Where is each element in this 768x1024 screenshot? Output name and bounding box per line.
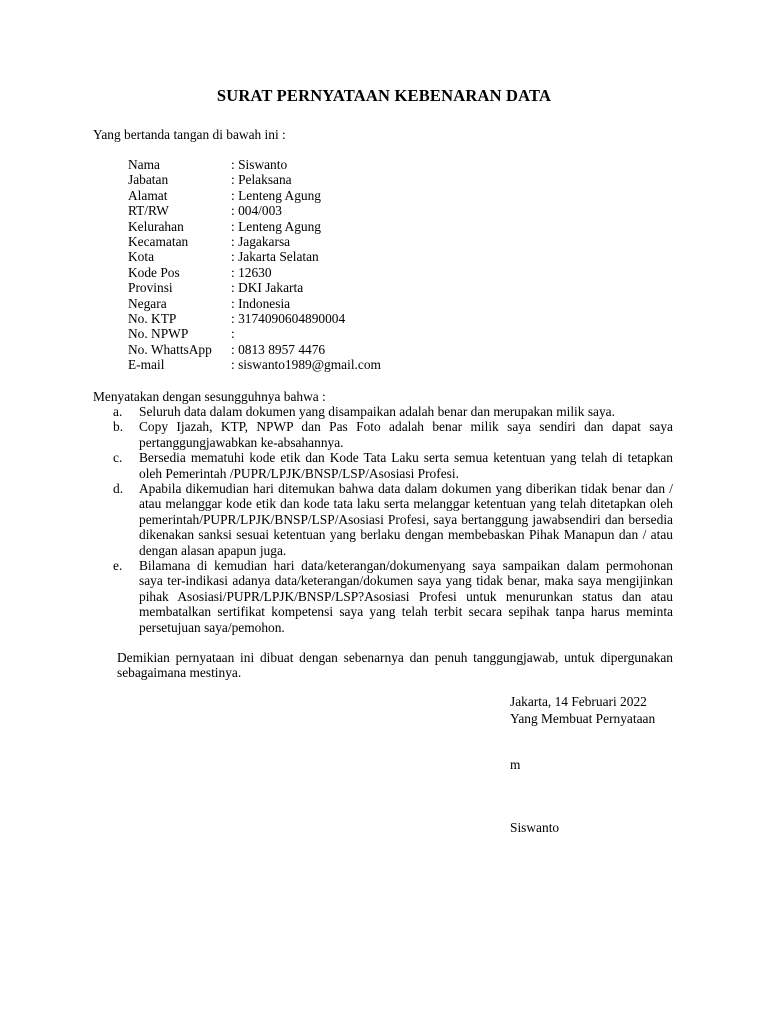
field-value: : Lenteng Agung (231, 187, 322, 203)
field-label: Alamat (128, 187, 168, 203)
signature-role: Yang Membuat Pernyataan (510, 711, 656, 726)
field-value: : DKI Jakarta (231, 280, 304, 296)
field-row-kecamatan (128, 234, 381, 249)
document-title: SURAT PERNYATAAN KEBENARAN DATA (216, 86, 552, 105)
field-row-nama (128, 157, 381, 172)
field-row-no-ktp (128, 311, 381, 326)
field-value: : Lenteng Agung (231, 218, 322, 234)
field-label: E-mail (128, 357, 165, 373)
signature-place-date: Jakarta, 14 Februari 2022 (510, 694, 647, 709)
field-label: Kecamatan (128, 233, 189, 249)
statement-letter: d. (113, 481, 124, 497)
field-label: Jabatan (128, 172, 169, 188)
field-row-kelurahan (128, 219, 381, 234)
field-label: Kode Pos (128, 264, 180, 280)
field-label: No. KTP (128, 310, 177, 326)
declaration-intro: Menyatakan dengan sesungguhnya bahwa : (93, 389, 326, 404)
field-label: Kota (128, 249, 155, 265)
field-row-negara (128, 296, 381, 311)
field-row-email (128, 357, 381, 372)
field-value: : Jakarta Selatan (231, 249, 319, 265)
field-value: : Indonesia (231, 295, 291, 311)
statement-item-d (113, 481, 673, 558)
field-value: : (231, 326, 235, 342)
statement-item-b (113, 419, 673, 450)
statement-letter: b. (113, 419, 124, 435)
identity-fields (128, 157, 381, 372)
statement-text: Apabila dikemudian hari ditemukan bahwa data dalam dokumen yang diberikan tidak benar dan / atau melanggar kode etik dan kode tata laku serta melanggar ketentuan yang telah ditetapkan oleh pemerintah/PUPR/LPJK/BNSP/LSP/Asosiasi Profesi, saya bertanggung jawabsendiri dan bersedia dikenakan sanksi sesuai ketentuan yang berlaku dengan membebaskan Pihak Manapun dan / atau dengan alasan apapun juga. (139, 481, 673, 558)
statement-letter: c. (113, 450, 123, 466)
statement-list (113, 404, 673, 635)
field-row-no-npwp (128, 326, 381, 341)
statement-item-a (113, 404, 673, 419)
field-row-no-whattsapp (128, 342, 381, 357)
field-value: : Siswanto (231, 157, 288, 172)
field-row-alamat (128, 188, 381, 203)
field-value: : siswanto1989@gmail.com (231, 357, 381, 373)
field-value: : 004/003 (231, 203, 282, 219)
field-label: Negara (128, 295, 167, 311)
field-label: RT/RW (128, 203, 169, 219)
statement-text: Bilamana di kemudian hari data/keterangan/dokumenyang saya sampaikan dalam permohonan saya ter-indikasi adanya data/keterangan/dokumen saya yang tidak benar, maka saya mengijinkan pihak Asosiasi/PUPR/LPJK/BNSP/LSP?Asosiasi Profesi untuk menurunkan status dan atau membatalkan sertifikat kompetensi saya yang telah terbit secara sepihak tanpa harus meminta persetujuan saya/pemohon. (139, 558, 673, 635)
field-row-kode-pos (128, 265, 381, 280)
statement-text: Bersedia mematuhi kode etik dan Kode Tata Laku serta semua ketentuan yang telah di tetapkan oleh Pemerintah /PUPR/LPJK/BNSP/LSP/Asosiasi Profesi. (139, 450, 673, 481)
field-row-rt-rw (128, 203, 381, 218)
field-row-provinsi (128, 280, 381, 295)
field-label: Nama (128, 157, 160, 172)
intro-text: Yang bertanda tangan di bawah ini : (93, 127, 286, 142)
signatory-name: Siswanto (510, 820, 560, 835)
field-label: No. WhattsApp (128, 341, 212, 357)
field-label: No. NPWP (128, 326, 189, 342)
field-value: : 0813 8957 4476 (231, 341, 326, 357)
field-label: Provinsi (128, 280, 173, 296)
field-row-kota (128, 249, 381, 264)
statement-text: Seluruh data dalam dokumen yang disampaikan adalah benar dan merupakan milik saya. (139, 404, 615, 419)
field-value: : Jagakarsa (231, 233, 291, 249)
signature-mark: m (510, 757, 521, 772)
statement-text: Copy Ijazah, KTP, NPWP dan Pas Foto adalah benar milik saya sendiri dan dapat saya pertanggungjawabkan ke-absahannya. (139, 419, 673, 450)
field-value: : 12630 (231, 264, 272, 280)
field-value: : 3174090604890004 (231, 310, 346, 326)
closing-text: Demikian pernyataan ini dibuat dengan sebenarnya dan penuh tanggungjawab, untuk dipergunakan sebagaimana mestinya. (117, 650, 673, 681)
statement-item-e (113, 558, 673, 635)
statement-item-c (113, 450, 673, 481)
field-label: Kelurahan (128, 218, 184, 234)
field-value: : Pelaksana (231, 172, 292, 188)
field-row-jabatan (128, 172, 381, 187)
statement-letter: e. (113, 558, 123, 574)
statement-letter: a. (113, 404, 123, 419)
